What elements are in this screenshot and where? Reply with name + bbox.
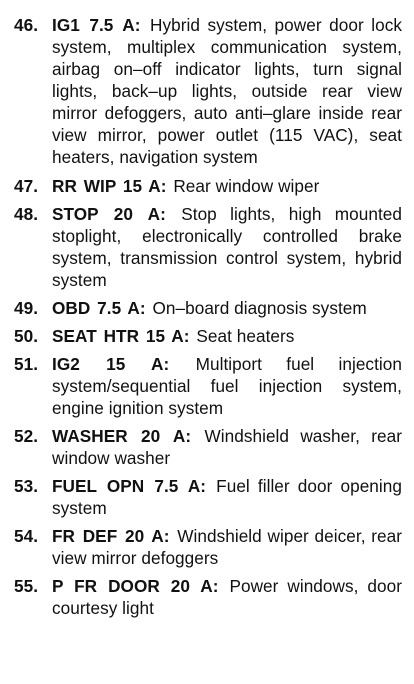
fuse-number: 52. [14,426,39,446]
fuse-number: 46. [14,15,39,35]
fuse-number: 48. [14,204,39,224]
fuse-description: Multiport fuel injection system/sequential fuel injection system, engine ignition system [52,354,402,418]
fuse-description: Fuel filler door opening system [52,476,402,518]
fuse-description: Windshield wiper deicer, rear view mirror defoggers [52,526,403,568]
fuse-number: 47. [14,176,39,196]
fuse-label: STOP 20 A: [52,204,182,224]
fuse-label: FR DEF 20 A: [52,526,178,546]
fuse-item-48 [14,203,402,291]
fuse-item-51 [14,353,402,419]
fuse-label: P FR DOOR 20 A: [52,576,230,596]
fuse-item-53 [14,475,402,519]
fuse-description: Hybrid system, power door lock system, multiplex communication system, airbag on–off indicator lights, turn signal lights, back–up lights, outside rear view mirror defoggers, auto anti–glare inside rear view mirror, power outlet (115 VAC), seat heaters, navigation system [52,15,402,167]
fuse-label: IG2 15 A: [52,354,196,374]
fuse-description: Windshield washer, rear window washer [52,426,402,468]
fuse-number: 49. [14,298,39,318]
fuse-item-55 [14,575,402,619]
fuse-item-54 [14,525,402,569]
fuse-description: On–board diagnosis system [152,298,367,318]
fuse-list [14,14,402,619]
fuse-number: 51. [14,354,39,374]
fuse-item-50 [14,325,402,347]
fuse-description: Power windows, door courtesy light [52,576,402,618]
fuse-description: Seat heaters [196,326,295,346]
fuse-label: OBD 7.5 A: [52,298,153,318]
fuse-number: 53. [14,476,39,496]
fuse-description: Stop lights, high mounted stoplight, electronically controlled brake system, transmission control system, hybrid system [52,204,403,290]
fuse-label: RR WIP 15 A: [52,176,174,196]
fuse-item-52 [14,425,402,469]
fuse-number: 55. [14,576,39,596]
fuse-item-49 [14,297,402,319]
fuse-description: Rear window wiper [173,176,320,196]
fuse-label: WASHER 20 A: [52,426,205,446]
fuse-item-46 [14,14,402,168]
fuse-label: SEAT HTR 15 A: [52,326,197,346]
fuse-number: 54. [14,526,39,546]
fuse-number: 50. [14,326,39,346]
fuse-label: FUEL OPN 7.5 A: [52,476,217,496]
fuse-label: IG1 7.5 A: [52,15,151,35]
fuse-item-47 [14,175,402,197]
